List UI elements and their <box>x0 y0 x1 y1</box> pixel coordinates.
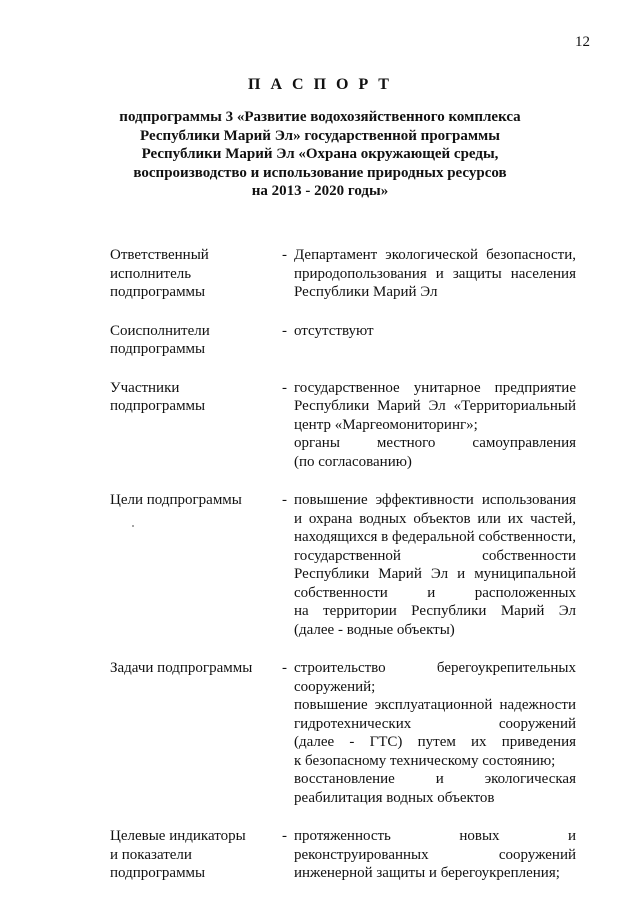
label-line: Задачи подпрограммы <box>110 660 253 676</box>
row-dash: - <box>282 247 287 263</box>
value-line: гидротехнических сооружений <box>294 715 576 732</box>
label-line: Цели подпрограммы <box>110 492 242 508</box>
label-line: Соисполнители <box>110 322 210 339</box>
value-line: (по согласованию) <box>294 453 412 470</box>
row-value <box>294 491 576 639</box>
row-dash: - <box>282 379 287 396</box>
value-line: Департамент экологической безопасности, <box>294 247 576 263</box>
row-label <box>110 379 282 472</box>
value-line: (далее - водные объекты) <box>294 621 455 638</box>
value-line: инженерной защиты и берегоукрепления; <box>294 865 560 881</box>
value-line: восстановление и экологическая <box>294 771 576 787</box>
subtitle-line: на 2013 - 2020 годы» <box>251 183 389 199</box>
passport-row-goals <box>110 491 576 639</box>
row-label <box>110 491 282 639</box>
passport-row-responsible-executor <box>110 246 576 302</box>
label-line: и показатели <box>110 846 192 863</box>
row-label <box>110 827 282 883</box>
row-value <box>294 659 576 807</box>
passport-row-tasks <box>110 659 576 807</box>
subtitle-line: воспроизводство и использование природных ресурсов <box>133 164 507 181</box>
value-line: отсутствуют <box>294 322 374 339</box>
label-line: подпрограммы <box>110 865 206 881</box>
value-line: повышение эксплуатационной надежности <box>294 697 576 713</box>
row-label <box>110 246 282 302</box>
row-dash: - <box>282 322 287 339</box>
row-label <box>110 659 282 807</box>
document-title: П А С П О Р Т <box>248 76 392 93</box>
row-dash: - <box>282 492 287 508</box>
value-line: Республики Марий Эл <box>294 284 438 300</box>
value-line: и охрана водных объектов или их частей, <box>294 510 576 527</box>
value-line: реабилитация водных объектов <box>294 789 495 806</box>
row-value <box>294 827 576 883</box>
row-dash: - <box>282 828 287 844</box>
value-line: Республики Марий Эл и муниципальной <box>294 566 576 582</box>
value-line: строительство берегоукрепительных <box>294 660 576 676</box>
scan-speck <box>132 525 134 527</box>
page-number: 12 <box>575 34 590 50</box>
value-line: центр «Маргеомониторинг»; <box>294 416 478 433</box>
row-value <box>294 246 576 302</box>
value-line: государственное унитарное предприятие <box>294 379 576 396</box>
value-line: органы местного самоуправления <box>294 435 576 451</box>
label-line: Целевые индикаторы <box>110 828 246 844</box>
label-line: подпрограммы <box>110 341 206 357</box>
value-line: протяженность новых и <box>294 828 576 844</box>
row-value <box>294 379 576 472</box>
value-line: повышение эффективности использования <box>294 492 576 508</box>
label-line: подпрограммы <box>110 398 206 414</box>
value-line: (далее - ГТС) путем их приведения <box>294 734 576 750</box>
value-line: природопользования и защиты населения <box>294 265 576 282</box>
row-label <box>110 322 282 359</box>
value-line: реконструированных сооружений <box>294 846 576 863</box>
subtitle-line: подпрограммы 3 «Развитие водохозяйственного комплекса <box>119 109 521 125</box>
label-line: Участники <box>110 379 180 396</box>
passport-row-co-executors <box>110 322 576 359</box>
passport-row-participants <box>110 379 576 472</box>
label-line: исполнитель <box>110 265 192 282</box>
passport-table <box>110 246 576 903</box>
subtitle-line: Республики Марий Эл «Охрана окружающей среды, <box>141 146 499 162</box>
label-line: Ответственный <box>110 247 209 263</box>
value-line: к безопасному техническому состоянию; <box>294 752 556 769</box>
value-line: собственности и расположенных <box>294 584 576 601</box>
value-line: Республики Марий Эл «Территориальный <box>294 398 576 414</box>
passport-row-target-indicators <box>110 827 576 883</box>
row-value <box>294 322 576 359</box>
value-line: сооружений; <box>294 678 376 695</box>
value-line: на территории Республики Марий Эл <box>294 603 576 619</box>
subtitle-line: Республики Марий Эл» государственной программы <box>140 127 500 144</box>
row-dash: - <box>282 660 287 676</box>
value-line: государственной собственности <box>294 547 576 564</box>
value-line: находящихся в федеральной собственности, <box>294 529 576 545</box>
label-line: подпрограммы <box>110 284 206 300</box>
document-subtitle <box>100 108 540 201</box>
